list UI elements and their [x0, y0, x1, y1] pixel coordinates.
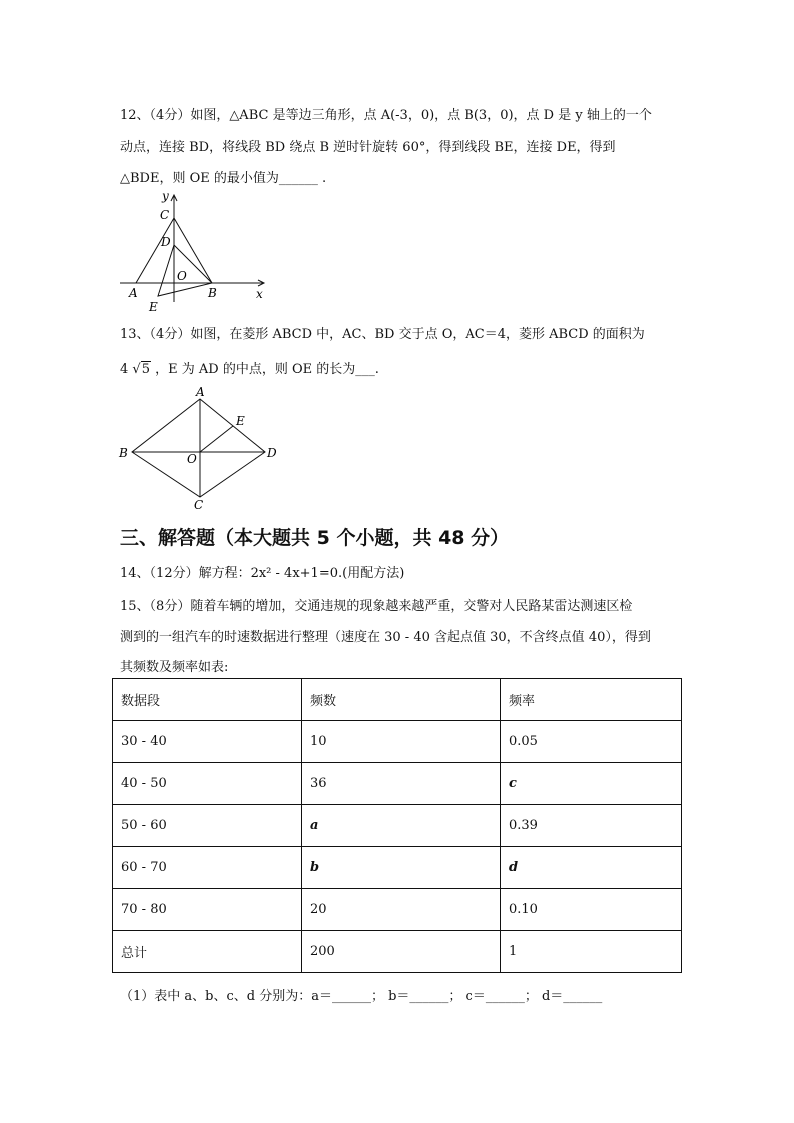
table-row [113, 931, 682, 973]
table-cell: 30 - 40 [113, 721, 302, 763]
table-cell: 0.39 [501, 805, 682, 847]
table-cell: a [302, 805, 501, 847]
table-cell: 0.10 [501, 889, 682, 931]
table-header-row [113, 679, 682, 721]
label-c: C [160, 208, 170, 222]
table-cell: c [501, 763, 682, 805]
area-coef: 4 [120, 362, 129, 377]
table-cell: d [501, 847, 682, 889]
table-cell: b [302, 847, 501, 889]
q15-sub1: （1）表中 a、b、c、d 分别为：a＝______； b＝______； c＝______； d＝______ [120, 989, 603, 1004]
table-cell: 50 - 60 [113, 805, 302, 847]
label-a: A [129, 286, 138, 300]
q13-line2 [120, 358, 379, 377]
table-cell: 0.05 [501, 721, 682, 763]
q13-line1: 13、（4分）如图，在菱形 ABCD 中，AC、BD 交于点 O，AC＝4，菱形 ABCD 的面积为 [120, 327, 645, 342]
label-o: O [177, 269, 187, 283]
label-a: A [196, 385, 205, 399]
q12-line2: 动点，连接 BD，将线段 BD 绕点 B 逆时针旋转 60°，得到线段 BE，连接 DE，得到 [120, 140, 616, 155]
segment-oe [200, 426, 233, 452]
header-cell: 数据段 [113, 679, 302, 721]
table-cell: 20 [302, 889, 501, 931]
table-cell: 40 - 50 [113, 763, 302, 805]
table-cell: 70 - 80 [113, 889, 302, 931]
label-y: y [162, 190, 169, 203]
q13-line2-rest: ，E 为 AD 的中点，则 OE 的长为___. [155, 362, 379, 377]
q12-line1: 12、（4分）如图，△ABC 是等边三角形，点 A(-3，0)，点 B(3，0)，点 D 是 y 轴上的一个 [120, 108, 652, 123]
label-e: E [236, 414, 245, 428]
table-cell: 总计 [113, 931, 302, 973]
table-cell: 10 [302, 721, 501, 763]
label-b: B [208, 286, 217, 300]
q15-line2: 测到的一组汽车的时速数据进行整理（速度在 30 - 40 含起点值 30，不含终点值 40），得到 [120, 630, 651, 645]
label-x: x [256, 287, 263, 301]
q15-line3: 其频数及频率如表: [120, 660, 229, 675]
table-row [113, 889, 682, 931]
area-radicand: 5 [141, 362, 150, 377]
q13-figure [115, 385, 285, 513]
section3-title: 三、解答题（本大题共 5 个小题，共 48 分） [120, 527, 510, 549]
label-e: E [149, 300, 158, 314]
table-cell: 1 [501, 931, 682, 973]
header-cell: 频率 [501, 679, 682, 721]
q15-line1: 15、（8分）随着车辆的增加，交通违规的现象越来越严重，交警对人民路某雷达测速区检 [120, 599, 633, 614]
table-cell: 60 - 70 [113, 847, 302, 889]
q14-text: 14、（12分）解方程：2x² - 4x+1=0.(用配方法) [120, 566, 405, 581]
frequency-table [112, 678, 682, 973]
table-cell: 200 [302, 931, 501, 973]
table-row [113, 721, 682, 763]
header-cell: 频数 [302, 679, 501, 721]
table-row [113, 763, 682, 805]
label-b: B [119, 446, 128, 460]
rhombus-abcd [132, 399, 265, 497]
q12-figure [118, 190, 268, 315]
q12-line3: △BDE，则 OE 的最小值为______ . [120, 171, 327, 186]
label-d: D [161, 235, 171, 249]
table-row [113, 847, 682, 889]
label-o: O [187, 452, 197, 466]
table-row [113, 805, 682, 847]
table-cell: 36 [302, 763, 501, 805]
label-d: D [267, 446, 277, 460]
sqrt-expression: √5 [132, 362, 150, 377]
label-c: C [194, 498, 204, 512]
